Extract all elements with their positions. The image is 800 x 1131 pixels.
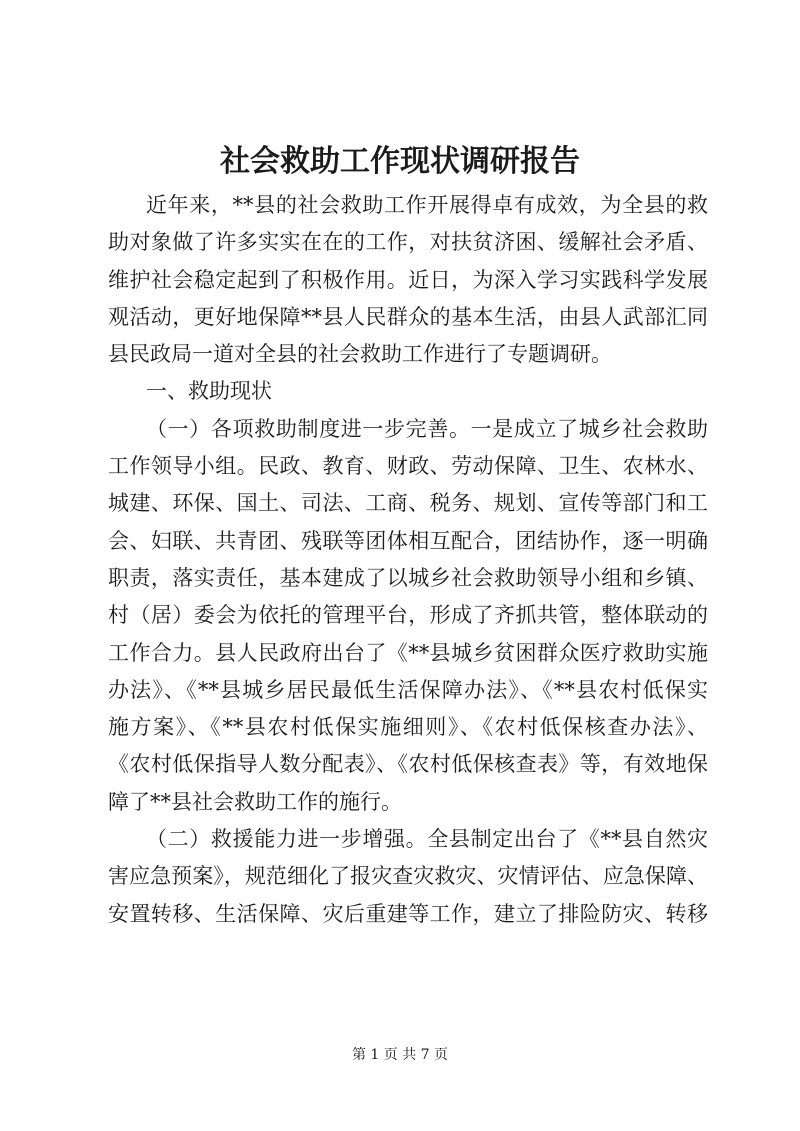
text-line: 施方案》、《**县农村低保实施细则》、《农村低保核查办法》、 bbox=[108, 715, 708, 740]
text-line: 观活动，更好地保障**县人民群众的基本生活，由县人武部汇同 bbox=[108, 304, 708, 329]
text-line: 办法》、《**县城乡居民最低生活保障办法》、《**县农村低保实 bbox=[108, 677, 708, 702]
text-line: 《农村低保指导人数分配表》、《农村低保核查表》等，有效地保 bbox=[108, 752, 708, 777]
text-line: 会、妇联、共青团、残联等团体相互配合，团结协作，逐一明确 bbox=[108, 528, 708, 553]
text-line: 助对象做了许多实实在在的工作，对扶贫济困、缓解社会矛盾、 bbox=[108, 230, 708, 255]
text-line: 障了**县社会救助工作的施行。 bbox=[108, 789, 402, 814]
document-body bbox=[108, 187, 708, 933]
text-line: 安置转移、生活保障、灾后重建等工作，建立了排险防灾、转移 bbox=[108, 901, 708, 926]
page-footer: 第 1 页 共 7 页 bbox=[351, 1047, 449, 1063]
text-line: 村（居）委会为依托的管理平台，形成了齐抓共管，整体联动的 bbox=[108, 603, 708, 628]
text-line: （二）救援能力进一步增强。全县制定出台了《**县自然灾 bbox=[146, 827, 708, 852]
text-line: 工作领导小组。民政、教育、财政、劳动保障、卫生、农林水、 bbox=[108, 454, 708, 479]
text-line: 城建、环保、国土、司法、工商、税务、规划、宣传等部门和工 bbox=[108, 491, 708, 516]
text-line: （一）各项救助制度进一步完善。一是成立了城乡社会救助 bbox=[146, 416, 708, 441]
text-line: 维护社会稳定起到了积极作用。近日，为深入学习实践科学发展 bbox=[108, 267, 708, 292]
text-line: 害应急预案》，规范细化了报灾查灾救灾、灾情评估、应急保障、 bbox=[108, 864, 708, 889]
section-heading: 一、救助现状 bbox=[146, 379, 272, 404]
text-line: 近年来，**县的社会救助工作开展得卓有成效，为全县的救 bbox=[146, 193, 708, 217]
text-line: 县民政局一道对全县的社会救助工作进行了专题调研。 bbox=[108, 342, 612, 367]
text-line: 工作合力。县人民政府出台了《**县城乡贫困群众医疗救助实施 bbox=[108, 640, 708, 665]
text-line: 职责，落实责任，基本建成了以城乡社会救助领导小组和乡镇、 bbox=[108, 565, 708, 590]
page-title: 社会救助工作现状调研报告 bbox=[220, 144, 580, 179]
